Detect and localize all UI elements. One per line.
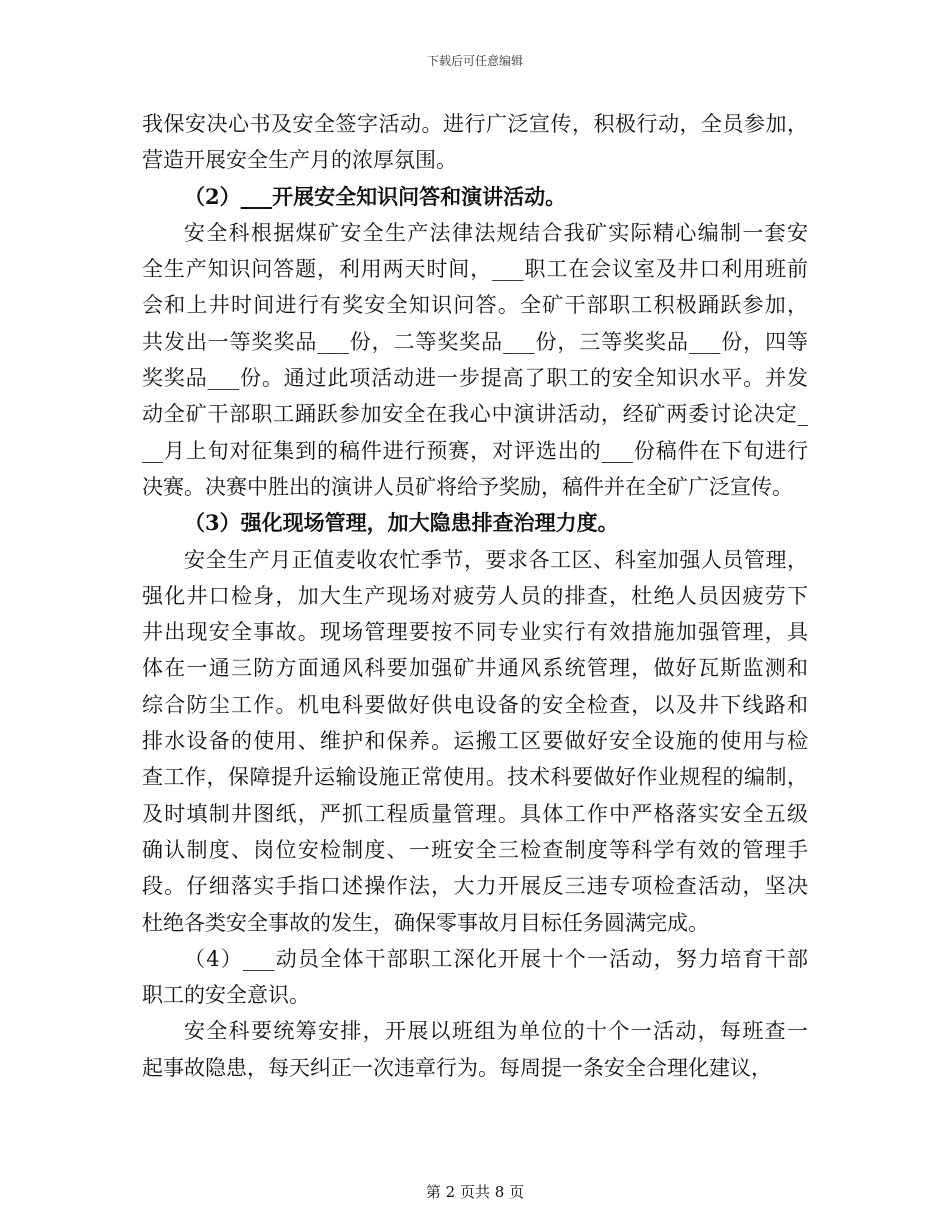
text-line: 安全科要统筹安排，开展以班组为单位的十个一活动，每班查一	[184, 1019, 808, 1044]
text-line: 确认制度、岗位安检制度、一班安全三检查制度等科学有效的管理手	[142, 837, 808, 862]
text-line: 强化井口检身，加大生产现场对疲劳人员的排查，杜绝人员因疲劳下	[142, 583, 808, 608]
text-line: 职工的安全意识。	[142, 983, 310, 1008]
text-line: 奖奖品___份。通过此项活动进一步提高了职工的安全知识水平。并发	[142, 366, 808, 391]
text-line: 动全矿干部职工踊跃参加安全在我心中演讲活动，经矿两委讨论决定_	[142, 402, 808, 427]
text-line: 我保安决心书及安全签字活动。进行广泛宣传，积极行动，全员参加，	[142, 112, 808, 136]
text-line: （2）___开展安全知识问答和演讲活动。	[184, 183, 567, 209]
document-body	[142, 106, 808, 1086]
header-note: 下载后可任意编辑	[426, 54, 523, 68]
section-heading	[142, 179, 808, 215]
text-line: 段。仔细落实手指口述操作法，大力开展反三违专项检查活动，坚决	[142, 874, 808, 899]
text-line: 会和上井时间进行有奖安全知识问答。全矿干部职工积极踊跃参加，	[142, 293, 808, 318]
paragraph	[142, 215, 808, 505]
page-number: 第 2 页共 8 页	[425, 1183, 525, 1201]
text-line: __月上旬对征集到的稿件进行预赛，对评选出的___份稿件在下旬进行	[142, 438, 808, 463]
text-line: 共发出一等奖奖品___份，二等奖奖品___份，三等奖奖品___份，四等	[142, 329, 808, 354]
text-line: 体在一通三防方面通风科要加强矿井通风系统管理，做好瓦斯监测和	[142, 656, 808, 681]
paragraph	[142, 542, 808, 941]
text-line: 决赛。决赛中胜出的演讲人员矿将给予奖励，稿件并在全矿广泛宣传。	[142, 474, 793, 499]
text-line: 综合防尘工作。机电科要做好供电设备的安全检查，以及井下线路和	[142, 692, 808, 717]
text-line: 排水设备的使用、维护和保养。运搬工区要做好安全设施的使用与检	[142, 729, 808, 754]
text-line: 及时填制井图纸，严抓工程质量管理。具体工作中严格落实安全五级	[142, 801, 808, 826]
text-line: 井出现安全事故。现场管理要按不同专业实行有效措施加强管理，具	[142, 620, 808, 645]
section-heading	[142, 505, 808, 541]
paragraph	[142, 106, 808, 179]
text-line: 查工作，保障提升运输设施正常使用。技术科要做好作业规程的编制，	[142, 765, 808, 790]
text-line: （3）强化现场管理，加大隐患排查治理力度。	[184, 510, 619, 536]
text-line: 全生产知识问答题，利用两天时间，___职工在会议室及井口利用班前	[142, 257, 808, 282]
paragraph	[142, 1013, 808, 1086]
text-line: 杜绝各类安全事故的发生，确保零事故月目标任务圆满完成。	[142, 910, 709, 935]
text-line: 营造开展安全生产月的浓厚氛围。	[142, 148, 457, 173]
paragraph	[142, 941, 808, 1014]
text-line: 起事故隐患，每天纠正一次违章行为。每周提一条安全合理化建议，	[142, 1055, 772, 1080]
text-line: 安全科根据煤矿安全生产法律法规结合我矿实际精心编制一套安	[184, 220, 808, 245]
text-line: （4）___动员全体干部职工深化开展十个一活动，努力培育干部	[184, 946, 808, 971]
text-line: 安全生产月正值麦收农忙季节，要求各工区、科室加强人员管理，	[184, 547, 808, 572]
